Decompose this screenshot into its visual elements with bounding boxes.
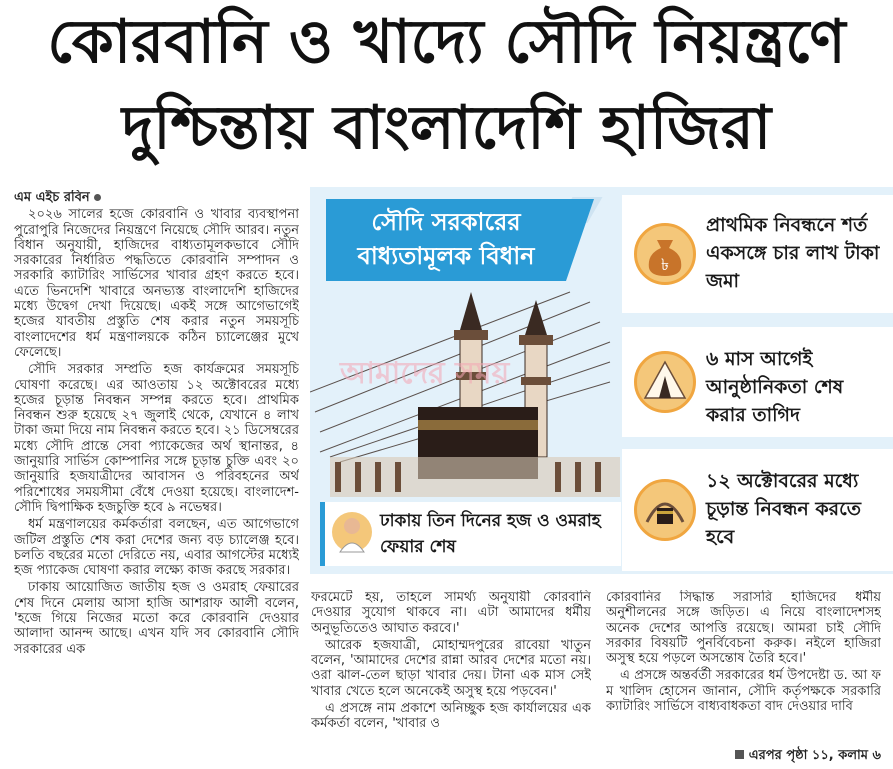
tent-icon	[634, 351, 696, 413]
rule-item-3-text: ১২ অক্টোবরের মধ্যে চূড়ান্ত নিবন্ধন করতে হবে	[706, 470, 862, 548]
paragraph: আরেক হজযাত্রী, মোহাম্মদপুরের রাবেয়া খাতুন বলেন, 'আমাদের দেশের রান্না আরব দেশের মতো নয়। ওরা ঝাল-তেল ছাড়া খাবার দেয়। টানা এক মাস সেই খাবার খেতে হলে অনেকেই অসুস্থ হয়ে পড়বেন।'	[311, 637, 591, 699]
byline: এম এইচ রবিন	[14, 190, 90, 205]
paragraph: এ প্রসঙ্গে অন্তর্বর্তী সরকারের ধর্ম উপদেষ্টা ড. আ ফ ম খালিদ হোসেন জানান, সৌদি কর্তৃপক্ষকে সরকারি ক্যাটারিং সার্ভিসে বাধ্যবাধকতা বাদ দেওয়ার দাবি	[606, 668, 881, 715]
taka-symbol: ৳	[661, 255, 669, 274]
article-column-1	[14, 190, 299, 765]
paragraph: ধর্ম মন্ত্রণালয়ের কর্মকর্তারা বলছেন, এত আগেভাগে জটিল প্রস্তুতি শেষ করা দেশের জন্য বড় চ্যালেঞ্জ হবে। চলতি বছরের মতো দেরিতে নয়, এবার আগস্টের মধ্যেই হজ প্যাকেজ ঘোষণা করার লক্ষ্যে কাজ করছে সরকার।	[14, 517, 299, 579]
pilgrim-icon	[331, 508, 373, 560]
headline-line-1: কোরবানি ও খাদ্যে সৌদি নিয়ন্ত্রণে	[47, 7, 846, 77]
rule-item-2	[622, 327, 893, 437]
rule-item-1	[622, 195, 893, 313]
article-column-3	[606, 590, 881, 742]
byline-dot-icon	[94, 194, 101, 201]
paragraph: এ প্রসঙ্গে নাম প্রকাশে অনিচ্ছুক হজ কার্যালয়ের এক কর্মকর্তা বলেন, 'খাবার ও	[311, 701, 591, 732]
square-bullet-icon	[735, 750, 744, 759]
kaaba-icon	[634, 479, 696, 541]
paragraph: সৌদি সরকার সম্প্রতি হজ কার্যক্রমের সময়সূচি ঘোষণা করেছে। এর আওতায় ১২ অক্টোবরের মধ্যে হজের চূড়ান্ত নিবন্ধন সম্পন্ন করতে হবে। প্রাথমিক নিবন্ধন শুরু হয়েছে ২৭ জুলাই থেকে, যেখানে ৪ লাখ টাকা জমা দিয়ে নাম নিবন্ধন করতে হবে। ২১ ডিসেম্বরের মধ্যে সৌদি প্রান্তে সেবা প্যাকেজের অর্থ স্থানান্তর, ৪ জানুয়ারি সার্ভিস কোম্পানির সঙ্গে চূড়ান্ত চুক্তি এবং ২০ জানুয়ারি হজযাত্রীদের আবাসন ও পরিবহনের অর্থ পরিশোধের সময়সীমা বেঁধে দেওয়া হয়েছে। বাংলাদেশ-সৌদি দ্বিপাক্ষিক হজচুক্তি হবে ৯ নভেম্বর।	[14, 362, 299, 515]
infographic-title: সৌদি সরকারের বাধ্যতামূলক বিধান	[326, 199, 566, 281]
money-bag-icon	[634, 223, 696, 285]
continued-text: এরপর পৃষ্ঠা ১১, কলাম ৬	[748, 748, 881, 763]
paragraph: ফরমেটে হয়, তাহলে সামর্থ্য অনুযায়ী কোরবানি দেওয়ার সুযোগ থাকবে না। এটা আমাদের ধর্মীয় অনুভূতিতেও আঘাত করবে।'	[311, 590, 591, 636]
article-column-2	[311, 590, 591, 765]
headline-line-2: দুশ্চিন্তায় বাংলাদেশি হাজিরা	[121, 93, 772, 163]
fair-ended-text: ঢাকায় তিন দিনের হজ ও ওমরাহ ফেয়ার শেষ	[380, 511, 601, 557]
continued-on-page	[735, 746, 881, 767]
rule-item-2-text: ৬ মাস আগেই আনুষ্ঠানিকতা শেষ করার তাগিদ	[706, 348, 844, 426]
paragraph: ২০২৬ সালের হজে কোরবানি ও খাবার ব্যবস্থাপনা পুরোপুরি নিজেদের নিয়ন্ত্রণে নিয়েছে সৌদি আরব। নতুন বিধান অনুযায়ী, হাজিদের বাধ্যতামূলকভাবে সৌদি সরকারের নির্ধারিত পদ্ধতিতে কোরবানি সম্পাদন ও সরকারি ক্যাটারিং সার্ভিসের খাবার গ্রহণ করতে হবে। এতে ভিনদেশি খাবারে অনভ্যস্ত বাংলাদেশি হাজিদের মধ্যে উদ্বেগ দেখা দিয়েছে। একই সঙ্গে আগেভাগেই হজের যাবতীয় প্রস্তুতি শেষ করার নতুন সময়সূচি বাংলাদেশের ধর্ম মন্ত্রণালয়কে কঠিন চ্যালেঞ্জের মুখে ফেলেছে।	[14, 207, 299, 360]
paragraph: ঢাকায় আয়োজিত জাতীয় হজ ও ওমরাহ ফেয়ারের শেষ দিনে মেলায় আসা হাজি আশরাফ আলী বলেন, 'হজে গিয়ে নিজের মতো করে কোরবানি দেওয়ার আলাদা আনন্দ আছে। এখন যদি সব কোরবানি সৌদি সরকারের এক	[14, 580, 299, 657]
rule-item-1-text: প্রাথমিক নিবন্ধনে শর্ত একসঙ্গে চার লাখ টাকা জমা	[706, 214, 880, 292]
watermark: আমাদের সময়	[340, 356, 510, 391]
fair-ended-box	[320, 502, 621, 566]
paragraph: কোরবানির সিদ্ধান্ত সরাসরি হাজিদের ধর্মীয় অনুশীলনের সঙ্গে জড়িত। এ নিয়ে বাংলাদেশসহ অনেক দেশের আপত্তি রয়েছে। আমরা চাই সৌদি সরকার বিষয়টি পুনর্বিবেচনা করুক। নইলে হাজিরা অসুস্থ হয়ে পড়লে অসন্তোষ তৈরি হবে।'	[606, 590, 881, 667]
infographic	[310, 187, 893, 574]
rule-item-3	[622, 449, 893, 571]
